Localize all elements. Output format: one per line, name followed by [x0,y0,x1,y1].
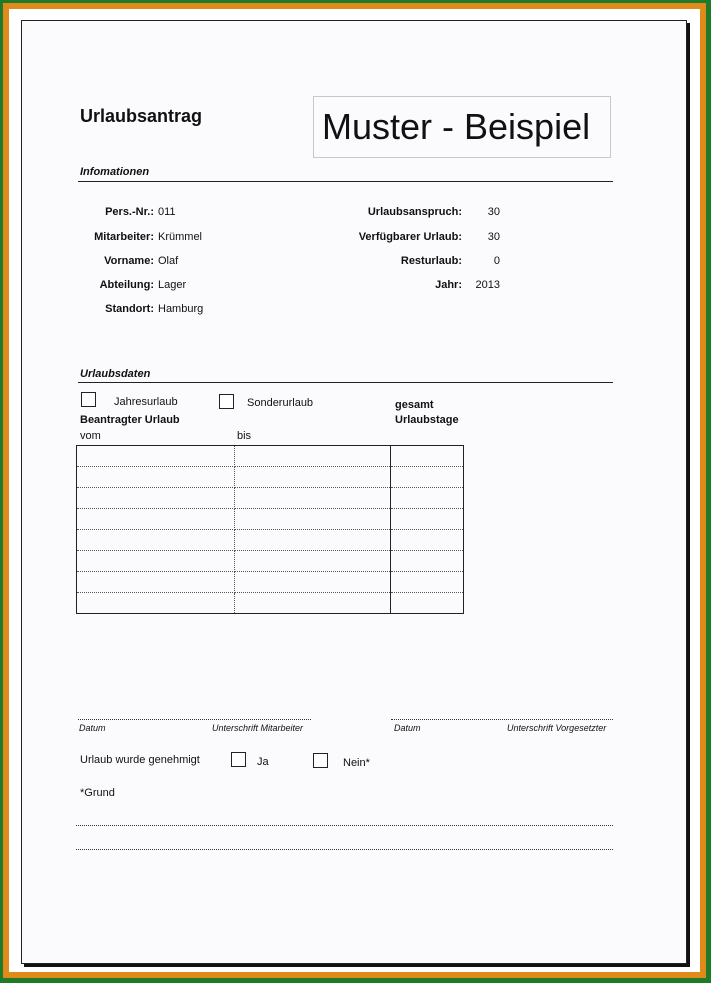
employee-value: Krümmel [158,231,203,243]
employee-signature-label: Unterschrift Mitarbeiter [212,723,304,733]
date-from-cell[interactable] [77,446,235,467]
date-from-cell[interactable] [77,593,235,614]
requested-leave-label: Beantragter Urlaub [80,414,180,426]
vacation-section-rule [78,382,613,383]
date-label-supervisor: Datum [394,723,421,733]
vacation-section-heading: Urlaubsdaten [80,368,151,380]
total-label-line1: gesamt [395,399,434,411]
days-cell[interactable] [391,488,464,509]
entitlement-label: Urlaubsanspruch: [367,206,462,218]
table-row [77,551,464,572]
pers-nr-label: Pers.-Nr.: [105,206,154,218]
approved-no-checkbox[interactable] [313,753,328,768]
first-name-value: Olaf [158,255,179,267]
date-to-cell[interactable] [235,551,391,572]
date-from-cell[interactable] [77,467,235,488]
days-cell[interactable] [391,530,464,551]
year-value: 2013 [475,279,500,291]
annual-leave-label: Jahresurlaub [114,396,178,408]
reason-line-1[interactable] [76,825,613,826]
date-to-cell[interactable] [235,530,391,551]
remaining-label: Resturlaub: [400,255,462,267]
sample-stamp: Muster - Beispiel [313,96,611,158]
days-cell[interactable] [391,467,464,488]
date-to-cell[interactable] [235,446,391,467]
days-cell[interactable] [391,593,464,614]
info-section-rule [78,181,613,182]
available-value: 30 [487,231,500,243]
approved-label: Urlaub wurde genehmigt [80,754,200,766]
date-to-cell[interactable] [235,509,391,530]
table-row [77,509,464,530]
date-label-employee: Datum [79,723,106,733]
approved-yes-label: Ja [257,756,269,768]
table-row [77,488,464,509]
days-cell[interactable] [391,509,464,530]
date-from-cell[interactable] [77,551,235,572]
info-section-heading: Infomationen [80,166,150,178]
first-name-label: Vorname: [104,255,154,267]
total-label-line2: Urlaubstage [395,414,459,426]
date-from-cell[interactable] [77,572,235,593]
days-cell[interactable] [391,572,464,593]
table-row [77,530,464,551]
employee-label: Mitarbeiter: [94,231,154,243]
approved-no-label: Nein* [343,757,370,769]
reason-line-2[interactable] [76,849,613,850]
from-label: vom [80,430,101,442]
date-to-cell[interactable] [235,593,391,614]
table-row [77,593,464,614]
table-row [77,446,464,467]
supervisor-signature-label: Unterschrift Vorgesetzter [507,723,607,733]
approved-yes-checkbox[interactable] [231,752,246,767]
year-label: Jahr: [435,279,462,291]
special-leave-label: Sonderurlaub [247,397,314,409]
days-cell[interactable] [391,446,464,467]
date-from-cell[interactable] [77,488,235,509]
entitlement-value: 30 [487,206,500,218]
date-to-cell[interactable] [235,488,391,509]
supervisor-signature-line[interactable] [391,719,613,720]
available-label: Verfügbarer Urlaub: [358,231,462,243]
pers-nr-value: 011 [158,206,176,218]
date-from-cell[interactable] [77,530,235,551]
to-label: bis [237,430,252,442]
location-value: Hamburg [158,303,204,315]
department-value: Lager [158,279,187,291]
vacation-dates-table [76,445,464,614]
remaining-value: 0 [493,255,500,267]
location-label: Standort: [105,303,154,315]
employee-signature-line[interactable] [78,719,311,720]
form-title: Urlaubsantrag [80,106,203,126]
reason-label: *Grund [80,787,115,799]
form-paper [21,20,687,964]
date-from-cell[interactable] [77,509,235,530]
special-leave-checkbox[interactable] [219,394,234,409]
table-row [77,572,464,593]
date-to-cell[interactable] [235,572,391,593]
annual-leave-checkbox[interactable] [81,392,96,407]
department-label: Abteilung: [99,279,154,291]
table-row [77,467,464,488]
date-to-cell[interactable] [235,467,391,488]
days-cell[interactable] [391,551,464,572]
